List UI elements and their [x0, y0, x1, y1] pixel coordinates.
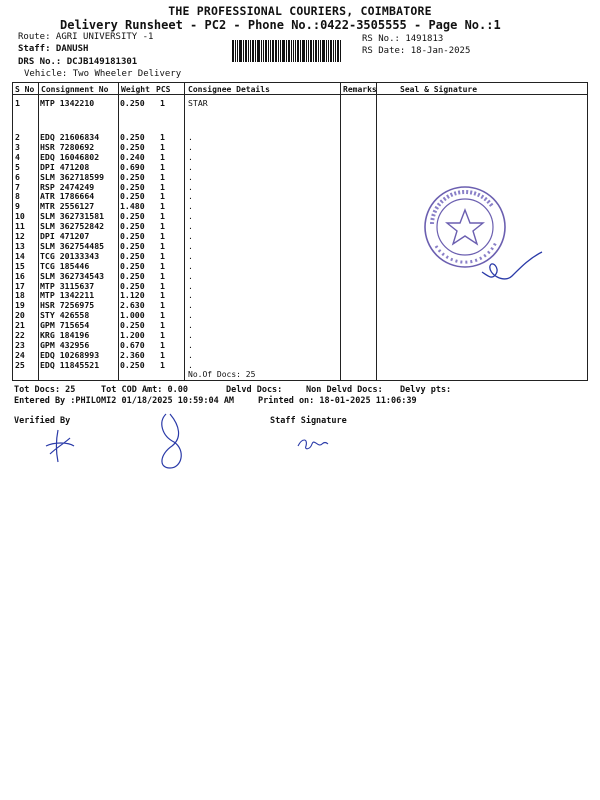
row-consignment-no: SLM 362718599 [40, 171, 105, 182]
row-sno: 11 [15, 221, 25, 232]
row-weight: 0.670 [120, 339, 145, 350]
row-consignee: . [188, 132, 193, 142]
staff-signature-label: Staff Signature [270, 416, 347, 426]
row-weight: 0.250 [120, 132, 145, 142]
row-consignee: . [188, 161, 193, 172]
row-consignee: . [188, 181, 193, 192]
seal-signature-icon [478, 250, 548, 290]
row-pcs: 1 [160, 191, 165, 202]
row-consignment-no: DPI 471208 [40, 161, 90, 172]
row-consignment-no: EDQ 11845521 [40, 359, 100, 370]
tot-cod-amt: Tot COD Amt: 0.00 [101, 385, 188, 395]
row-pcs: 1 [160, 349, 165, 360]
delvd-docs: Delvd Docs: [226, 385, 283, 395]
col-weight: Weight [121, 85, 150, 94]
verified-by-label: Verified By [14, 416, 71, 426]
row-consignee: . [188, 151, 193, 162]
row-weight: 2.360 [120, 349, 145, 360]
row-sno: 17 [15, 280, 25, 291]
row-weight: 1.200 [120, 330, 145, 340]
row-consignee: . [188, 171, 193, 182]
row-consignment-no: MTP 1342210 [40, 98, 95, 108]
col-remarks: Remarks [343, 85, 377, 94]
row-sno: 12 [15, 231, 25, 241]
row-weight: 0.250 [120, 221, 145, 232]
row-consignment-no: SLM 362754485 [40, 240, 105, 251]
row-consignee: . [188, 141, 193, 152]
row-pcs: 1 [160, 359, 165, 370]
row-consignment-no: MTR 2556127 [40, 201, 95, 212]
col-consignee: Consignee Details [188, 85, 270, 94]
row-sno: 10 [15, 211, 25, 222]
printed-on: Printed on: 18-01-2025 11:06:39 [258, 396, 417, 406]
row-consignee: . [188, 290, 193, 301]
row-sno: 4 [15, 151, 20, 162]
row-consignment-no: ATR 1786664 [40, 191, 95, 202]
row-consignee: . [188, 201, 193, 212]
row-pcs: 1 [160, 231, 165, 241]
rs-number: RS No.: 1491813 [362, 34, 444, 44]
row-sno: 9 [15, 201, 20, 212]
vehicle-label: Vehicle: Two Wheeler Delivery [24, 69, 182, 79]
table-col-line [376, 82, 377, 381]
row-weight: 0.250 [120, 181, 145, 192]
table-bottom-border [12, 380, 588, 381]
row-consignment-no: MTP 1342211 [40, 290, 95, 301]
large-signature-icon [152, 410, 192, 472]
rs-date: RS Date: 18-Jan-2025 [362, 46, 471, 56]
row-weight: 0.250 [120, 280, 145, 291]
row-sno: 23 [15, 339, 25, 350]
row-consignment-no: EDQ 16046802 [40, 151, 100, 162]
row-sno: 13 [15, 240, 25, 251]
row-consignment-no: SLM 362752842 [40, 221, 105, 232]
verifier-signature-icon [40, 428, 80, 464]
row-consignment-no: SLM 362731581 [40, 211, 105, 222]
row-pcs: 1 [160, 310, 165, 321]
row-pcs: 1 [160, 290, 165, 301]
row-weight: 0.250 [120, 250, 145, 261]
entered-by: Entered By :PHILOMI2 01/18/2025 10:59:04 AM [14, 396, 235, 406]
row-consignee: . [188, 231, 193, 241]
row-sno: 5 [15, 161, 20, 172]
row-consignment-no: GPM 715654 [40, 320, 90, 331]
table-col-line [184, 82, 185, 381]
row-weight: 0.250 [120, 359, 145, 370]
row-weight: 0.250 [120, 98, 145, 108]
col-sno: S No [15, 85, 35, 94]
row-sno: 16 [15, 270, 25, 281]
drs-number: DRS No.: DCJB149181301 [18, 57, 138, 67]
row-pcs: 1 [160, 330, 165, 340]
row-pcs: 1 [160, 161, 165, 172]
row-consignee: . [188, 330, 193, 340]
row-consignment-no: DPI 471207 [40, 231, 90, 241]
row-consignment-no: EDQ 10268993 [40, 349, 100, 360]
row-weight: 0.690 [120, 161, 145, 172]
no-of-docs: No.Of Docs: 25 [188, 370, 256, 379]
row-sno: 15 [15, 260, 25, 271]
row-consignment-no: HSR 7280692 [40, 141, 95, 152]
row-consignment-no: RSP 2474249 [40, 181, 95, 192]
table-col-line [12, 82, 13, 381]
table-top-border [12, 82, 588, 83]
row-pcs: 1 [160, 339, 165, 350]
row-consignment-no: EDQ 21606834 [40, 132, 100, 142]
row-sno: 19 [15, 300, 25, 311]
row-consignee: . [188, 300, 193, 311]
row-sno: 14 [15, 250, 25, 261]
row-pcs: 1 [160, 300, 165, 311]
row-sno: 18 [15, 290, 25, 301]
row-pcs: 1 [160, 270, 165, 281]
row-pcs: 1 [160, 132, 165, 142]
row-sno: 1 [15, 98, 20, 108]
row-pcs: 1 [160, 280, 165, 291]
row-pcs: 1 [160, 201, 165, 212]
row-consignment-no: MTP 3115637 [40, 280, 95, 291]
row-weight: 0.250 [120, 231, 145, 241]
col-pcs: PCS [156, 85, 171, 94]
row-consignment-no: HSR 7256975 [40, 300, 95, 311]
row-consignee: . [188, 191, 193, 202]
row-weight: 1.480 [120, 201, 145, 212]
row-sno: 7 [15, 181, 20, 192]
row-consignment-no: TCG 20133343 [40, 250, 100, 261]
tot-docs: Tot Docs: 25 [14, 385, 76, 395]
row-sno: 22 [15, 330, 25, 340]
row-weight: 1.000 [120, 310, 145, 321]
row-pcs: 1 [160, 211, 165, 222]
row-sno: 24 [15, 349, 25, 360]
row-weight: 0.250 [120, 141, 145, 152]
row-weight: 0.240 [120, 151, 145, 162]
row-pcs: 1 [160, 221, 165, 232]
row-pcs: 1 [160, 141, 165, 152]
row-consignee: . [188, 359, 193, 370]
row-consignment-no: KRG 184196 [40, 330, 90, 340]
company-title: THE PROFESSIONAL COURIERS, COIMBATORE [168, 4, 432, 18]
row-weight: 2.630 [120, 300, 145, 311]
row-sno: 20 [15, 310, 25, 321]
row-consignee: . [188, 320, 193, 331]
route-label: Route: AGRI UNIVERSITY -1 [18, 32, 154, 42]
col-consignment: Consignment No [41, 85, 109, 94]
row-pcs: 1 [160, 181, 165, 192]
row-sno: 2 [15, 132, 20, 142]
row-sno: 3 [15, 141, 20, 152]
delvy-pts: Delvy pts: [400, 385, 452, 395]
table-col-line [587, 82, 588, 381]
row-consignee: . [188, 270, 193, 281]
row-consignee: STAR [188, 98, 208, 108]
row-pcs: 1 [160, 250, 165, 261]
table-col-line [38, 82, 39, 381]
row-pcs: 1 [160, 98, 165, 108]
col-seal: Seal & Signature [400, 85, 478, 94]
table-header-border [12, 94, 588, 95]
staff-signature-icon [294, 434, 330, 452]
row-weight: 0.250 [120, 320, 145, 331]
row-consignee: . [188, 240, 193, 251]
row-consignee: . [188, 221, 193, 232]
non-delvd-docs: Non Delvd Docs: [306, 385, 383, 395]
row-pcs: 1 [160, 151, 165, 162]
row-weight: 0.250 [120, 260, 145, 271]
row-consignee: . [188, 339, 193, 350]
row-sno: 21 [15, 320, 25, 331]
table-col-line [340, 82, 341, 381]
row-pcs: 1 [160, 260, 165, 271]
row-consignee: . [188, 250, 193, 261]
row-sno: 6 [15, 171, 20, 182]
row-consignment-no: SLM 362734543 [40, 270, 105, 281]
row-consignment-no: STY 426558 [40, 310, 90, 321]
row-consignee: . [188, 211, 193, 222]
row-weight: 0.250 [120, 211, 145, 222]
barcode-icon [232, 40, 356, 62]
row-weight: 0.250 [120, 191, 145, 202]
row-consignment-no: TCG 185446 [40, 260, 90, 271]
row-consignment-no: GPM 432956 [40, 339, 90, 350]
row-sno: 8 [15, 191, 20, 202]
row-consignee: . [188, 349, 193, 360]
row-consignee: . [188, 280, 193, 291]
row-consignee: . [188, 260, 193, 271]
row-sno: 25 [15, 359, 25, 370]
row-weight: 0.250 [120, 240, 145, 251]
row-weight: 0.250 [120, 171, 145, 182]
row-pcs: 1 [160, 320, 165, 331]
staff-label: Staff: DANUSH [18, 44, 89, 54]
row-weight: 0.250 [120, 270, 145, 281]
row-pcs: 1 [160, 171, 165, 182]
row-pcs: 1 [160, 240, 165, 251]
row-weight: 1.120 [120, 290, 145, 301]
row-consignee: . [188, 310, 193, 321]
runsheet-title: Delivery Runsheet - PC2 - Phone No.:0422-3505555 - Page No.:1 [60, 18, 501, 32]
table-col-line [118, 82, 119, 381]
